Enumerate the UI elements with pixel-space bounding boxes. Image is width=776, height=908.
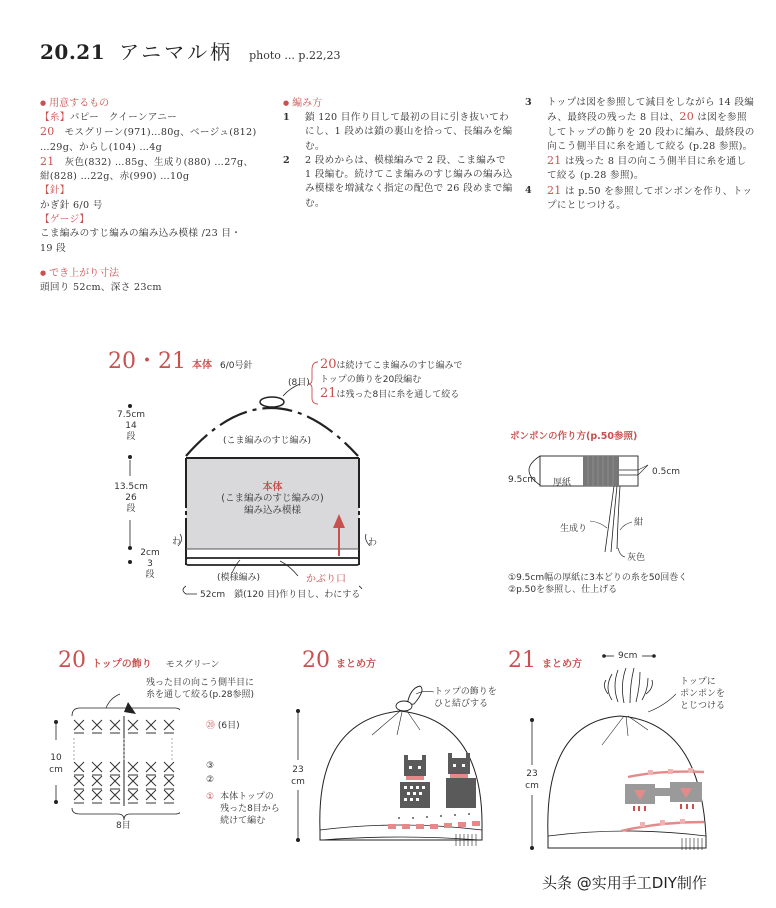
top-deco-note: 残った目の向こう側半目に 糸を通して絞る(p.28参照): [146, 678, 255, 700]
variant-20-yarn: モスグリーン(971)…80g、ベージュ(812): [54, 127, 257, 139]
step-1: [283, 111, 513, 154]
dimension-bottom: 2cm 3 段: [140, 548, 160, 580]
instructions-section: [283, 96, 513, 211]
step-number: 3: [525, 97, 532, 108]
yarn-navy-label: 紺: [634, 518, 644, 528]
gauge-label: 【ゲージ】: [40, 214, 90, 226]
variant-20-line2: …29g、からし(104) …4g: [40, 141, 163, 153]
crown-label: (こま編みのすじ編み): [223, 436, 312, 446]
size-value: 頭回り 52cm、深さ 23cm: [40, 281, 162, 293]
step-number: 2: [283, 154, 290, 166]
top-deco-color: モスグリーン: [165, 660, 220, 670]
pattern-stitch-label: (模様編み): [217, 573, 261, 583]
pompom-card-label: 厚紙: [553, 478, 572, 488]
needle-value: かぎ針 6/0 号: [40, 199, 103, 211]
page-header: [40, 36, 340, 65]
yarn-line: [40, 111, 280, 125]
assembly-20-title: [302, 648, 376, 673]
yarn-gray-label: 灰色: [627, 553, 646, 563]
step-number: 4: [525, 184, 532, 196]
assembly-21-note: トップに ポンポンを とじつける: [680, 677, 726, 711]
chart-width: 8目: [116, 821, 131, 831]
body-diagram-number: 20・21: [108, 349, 186, 374]
step-3: [525, 96, 755, 184]
needle-label: 【針】: [40, 185, 70, 197]
assembly-21-label: まとめ方: [542, 659, 582, 670]
step-text: 鎖 120 目作り目して最初の目に引き抜いてわにし、1 段めは鎖の裏山を拾って、長編みを編む。: [305, 112, 513, 152]
top-deco-number: 20: [58, 648, 86, 673]
crochet-chart: [50, 690, 180, 830]
note-20-cont: トップの飾りを20段編む: [320, 375, 422, 385]
step-text: 2 段めからは、模様編みで 2 段、こま編みで 1 段編む。続けてこま編みのすじ編みの編み込み模様を増減なく指定の配色で 26 段めまで編む。: [305, 154, 513, 209]
variant-21-line2: 紺(828) …22g、赤(990) …10g: [40, 171, 190, 183]
pompom-gap: 0.5cm: [652, 467, 681, 477]
pompom-width: 9.5cm: [508, 475, 537, 485]
pompom-size: 9cm: [618, 651, 638, 661]
size-heading: ● でき上がり寸法: [40, 266, 280, 281]
assembly-21-height: 23 cm: [522, 768, 542, 792]
pattern-title: アニマル柄: [119, 40, 234, 64]
variant-20-number: 20: [40, 125, 55, 139]
gauge-line2: 19 段: [40, 242, 67, 254]
materials-heading: ● 用意するもの: [40, 96, 280, 111]
yarn-ecru-label: 生成り: [560, 524, 588, 534]
pattern-number: 20.21: [40, 40, 106, 64]
body-diagram-label: 本体: [192, 360, 212, 371]
instructions-section-continued: [525, 96, 755, 213]
chart-height: 10 cm: [49, 753, 63, 775]
instructions-heading: ● 編み方: [283, 96, 513, 111]
variant-20-line1: [40, 125, 280, 140]
assembly-20-label: まとめ方: [336, 659, 376, 670]
materials-section: [40, 96, 280, 295]
body-notes: [320, 358, 463, 402]
top-deco-label: トップの飾り: [92, 659, 152, 670]
top-stitch-count: (8目): [288, 378, 310, 388]
brim-label: かぶり口: [306, 574, 346, 585]
pompom-step-1: ①9.5cm幅の厚紙に3本どりの糸を50回巻く: [508, 573, 688, 583]
note-20: 20は続けてこま編みのすじ編みで: [320, 357, 463, 372]
assembly-20-height: 23 cm: [288, 764, 308, 788]
row-3-label: ③: [206, 761, 215, 771]
row-1-label: ① 本体トップの 残った8目から 続けて編む: [206, 792, 280, 826]
top-deco-title: [58, 648, 220, 673]
assembly-21-number: 21: [508, 648, 536, 673]
step-text: 21 は p.50 を参照してポンポンを作り、トップにとじつける。: [547, 183, 753, 212]
main-body-label: 本体 (こま編みのすじ編みの) 編み込み模様: [221, 482, 324, 516]
base-chain-label: 52cm 鎖(120 目)作り目し、わにする: [197, 589, 363, 601]
ring-label-right: わ: [368, 538, 378, 548]
ring-label-left: わ: [172, 537, 182, 547]
variant-21-number: 21: [40, 154, 55, 168]
variant-21-line1: [40, 155, 280, 170]
row-2-label: ②: [206, 775, 215, 785]
step-text: トップは図を参照して減目をしながら 14 段編み、最終段の残った 8 目は、20 は図を参照してトップの飾りを 20 段わに編み、最終段の向こう側半目に糸を通して絞る (p.28 参照)。21 は残った 8 目の向こう側半目に糸を通して絞る (p.28 参照)。: [547, 97, 755, 182]
needle-size: 6/0号針: [220, 361, 253, 371]
assembly-20-number: 20: [302, 648, 330, 673]
variant-21-yarn: 灰色(832) …85g、生成り(880) …27g、: [54, 156, 254, 168]
gauge-line1: こま編みのすじ編みの編み込み模様 /23 目・: [40, 228, 242, 240]
note-21: 21は残った8目に糸を通して絞る: [320, 386, 460, 401]
yarn-brand: パピー クイーンアニー: [69, 112, 177, 123]
photo-reference: photo ... p.22,23: [249, 49, 341, 62]
pompom-title: ポンポンの作り方(p.50参照): [510, 431, 638, 442]
step-number: 1: [283, 112, 290, 123]
watermark: 头条 @实用手工DIY制作: [542, 874, 707, 892]
dimension-middle: 13.5cm 26 段: [114, 482, 148, 514]
yarn-label: 【糸】: [40, 112, 70, 123]
pompom-diagram: [490, 440, 670, 570]
step-2: [283, 154, 513, 211]
row-20-label: ⑳ (6目): [206, 721, 240, 731]
pompom-step-2: ②p.50を参照し、仕上げる: [508, 585, 618, 595]
step-4: [525, 184, 755, 214]
dimension-top: 7.5cm 14 段: [117, 410, 146, 442]
assembly-20-note: トップの飾りを ひと結びする: [434, 687, 497, 709]
